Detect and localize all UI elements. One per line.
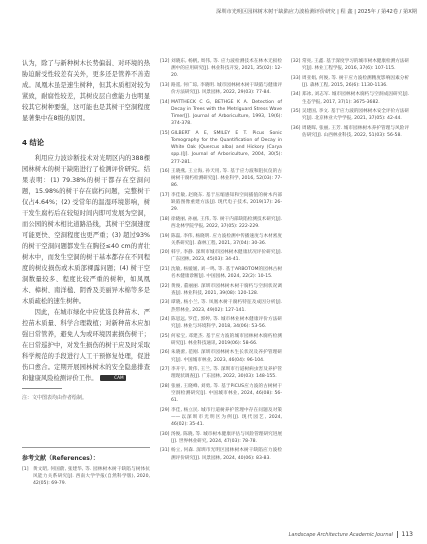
reference-item [160,99,282,128]
reference-item [160,168,282,190]
right-column [291,8,409,142]
reference-text: 韩宇, 李静. 深圳市城市园林树木健康状况评价研究[J]. 广东园林, 2023, 45(03): 34-41. [171,250,282,263]
reference-item [160,283,282,297]
reference-item [291,125,409,139]
reference-item [291,58,409,72]
reference-number: [27] [160,367,170,373]
reference-number: [21] [160,266,170,272]
reference-number: [31] [160,448,170,454]
reference-item [160,192,282,214]
references-block [22,447,150,490]
reference-number: [13] [160,82,170,88]
reference-text: 吴建国, 李文. 基于应力波的园林树木安全评价方法研究[J]. 北京林业大学学报, 2021, 37(05): 42-44. [302,109,409,122]
reference-text: 周晓晖, 张丽, 王芳. 城市园林树木养护管理与风险评估研究[J]. 山西林业科技, 2022, 51(03): 56-58. [302,125,409,139]
reference-text: 谭晓, 杨小兰, 等. 凤凰木树干腐朽特征及成因分析[J]. 热带林业, 2023, 49(02): 127-141. [171,300,282,313]
reference-number: [22] [160,283,170,289]
reference-item [160,333,282,347]
reference-item [160,130,282,166]
reference-text: 刘晓东, 杨帆, 周伟, 等. 应力波检测技术在林木无损检测中的应用研究[J]. 林业科技开发, 2021, 35(02): 12-20. [171,59,282,79]
reference-text: 李佳, 杨立民. 城市行道树养护管理中存在问题及对策——以深圳市光明区为例[J]. 现代园艺, 2024, 46(02): 35-41. [171,407,282,428]
reference-number: [36] [291,125,301,131]
reference-number: [20] [160,250,170,256]
footnote: 注：文中图表均由作者绘制。 [22,395,88,401]
body-paragraph: 利用应力波诊断技术对光明区内的388棵园林树木的树干缺陷进行了检测评价研究。结果表明：(1) 79.38%的树干都存在空洞问题，15.98%的树干存在腐朽问题，完整树干仅占4.64%；(2) 受常年的温湿环境影响，树干发生腐朽后在较短时间内即可发展为空洞，而公园的树木相比道路沿线，其树干空洞速度可能更快、空洞程度也更严重；(3) 超过93%的树干空洞问题都发生在胸径≤40 cm的青壮树木中，而发生空洞的树干基本都存在不同程度的树皮损伤或木质部裸露问题；(4) 树干空洞数量较多、程度比较严重的树种，如凤凰木、樟树、南洋楹、阴香及美丽异木棉等多是木质疏松的速生树种。 [22,155,150,305]
reference-number: [33] [291,75,301,81]
reference-number: [25] [160,333,170,339]
reference-number: [28] [160,383,170,389]
reference-item [160,383,282,405]
reference-number: [35] [291,109,301,115]
reference-number: [32] [291,59,301,64]
body-paragraph-text: 因此，在城市绿化中应优选良种苗木、严控苗木质量、科学合理栽植；对新种苗木应加强日常管养，避免人为或环境因素损伤树干；在日常巡护中，对发生损伤的树干应及时采取科学规范的手段进行人工干预修复处理，促进伤口愈合。定期开展园林树木的安全隐患排查和健康风险检测评价工作。 [22,309,150,382]
reference-number: [16] [160,169,170,175]
page-footer [289,531,413,538]
reference-item [160,299,282,313]
footnote-rule [22,388,62,389]
reference-item [160,407,282,429]
reference-text: 黄俊, 董丽丽. 深圳市园林树木树干腐朽与空洞状况调查[J]. 林业科技, 2021, 39(08): 120-128. [171,283,282,296]
running-header: 深圳市光明区园林树木树干缺陷应力波检测评价研究 | 程 鑫 | 2025年 / 第42卷 / 第X期 [216,9,417,15]
reference-number: [14] [160,99,170,105]
reference-text: 何家宝, 邓建杰. 基于应力波的城市园林树木腐朽检测研究[J]. 林业科技通讯, 2019(06): 58-66. [171,333,282,346]
references-rule [22,447,150,448]
middle-column [160,8,282,464]
reference-text: 陈思远, 罗佳, 郭婷, 等. 城市林业树木健康评价方法研究[J]. 林业与环境科学, 2018, 34(06): 53-56. [171,317,282,330]
reference-number: [24] [160,317,170,323]
reference-number: [12] [160,59,170,64]
reference-item [160,266,282,280]
reference-text: 常亮, 王鑫. 基于深度学习的城市树木健康检测方法研究[J]. 林业工程学报, 2016, 37(6): 107-115. [302,59,409,72]
reference-item [160,233,282,247]
reference-text: 朱晓蕾, 范刚. 深圳市园林树木生长状况及养护管理研究[J]. 中国城市林业, 2023, 46(04): 96-104. [171,350,282,363]
reference-item [160,366,282,380]
reference-text: 杨立, 何森. 深圳市光明区园林树木树干缺陷应力波检测评价研究[J]. 风景园林, 2024, 40(06): 83-83. [171,448,282,461]
reference-number: [15] [160,130,170,136]
reference-text: GILBERT A E, SMILEY E T. Picus Sonic Tomography for the Quantification of Decay in White Oak (Quercus alba) and Hickory (Carya spp.)[J]. Journal of Arboriculture, 2004, 30(5): 277-281. [171,130,282,165]
reference-number: [1] [22,467,29,472]
reference-item [291,75,409,89]
section-title: 4 结论 [22,138,44,147]
cam-badge: CAM [100,375,126,381]
reference-item [291,91,409,105]
reference-text: 黄文昭, 何国蔚, 张建华, 等. 园林树木树干缺陷与树体抗风能力关系研究[J]. 西南大学学报(自然科学版), 2020, 42(05): 69-79. [33,467,150,487]
reference-number: [30] [160,431,170,437]
footer-divider [397,531,398,538]
reference-item [160,316,282,330]
reference-text: 周亚娟, 何俊, 等. 树干应力波检测精度影响因素分析[J]. 森林工程, 2015, 26(6): 1130-1136. [302,75,409,88]
reference-text: 王晓燕, 王立海, 孙天用, 等. 基于应力波和阻抗仪的古树树干腐朽检测研究[J]. 林业科学, 2016, 52(03): 77-86. [171,169,282,189]
page-number: 113 [401,531,413,538]
reference-number: [23] [160,300,170,306]
reference-item [160,447,282,461]
reference-item [160,349,282,363]
reference-text: 徐晓丽, 孙丽, 王伟, 等. 树干内部缺陷检测技术研究[J]. 西北林学院学报, 2022, 37(05): 222-229. [171,216,282,230]
reference-item [291,108,409,122]
reference-number: [29] [160,407,170,413]
reference-item [160,82,282,96]
reference-text: 李佳敏, 赵晓东. 基于压缩感知和空间插值的树木内部缺陷图像重建方法[J]. 现代电子技术, 2019(17): 26-29. [171,192,282,213]
references-list-right [291,58,409,139]
reference-number: [34] [291,92,301,98]
reference-text: 路遥, 何广琼, 李晓明. 城市园林树木树干缺陷与健康评价方法研究[J]. 风景园林, 2022, 29(03): 77-84. [171,82,282,96]
body-paragraph [22,307,150,384]
reference-item [160,216,282,230]
reference-item [160,431,282,445]
journal-name: Landscape Architecture Academic Journal [288,531,393,538]
reference-text: 张丽, 王晓峰, 刘勇, 等. 基于PiCUS应力波的古树树干空洞检测研究[J]. 中国城市林业, 2024, 46(08): 56-61. [171,383,282,404]
reference-text: 李开宇, 黄伟, 王兰, 等. 深圳市行道树病虫害及养护管理现状调查[J]. 广东园林, 2022, 30(03): 148-155. [171,367,282,380]
reference-item [160,58,282,80]
reference-number: [18] [160,216,170,222]
reference-number: [26] [160,350,170,356]
reference-text: MATTHECK C G, BETHGE K A. Detection of Decay in Trees with the Metriguard Stress Wave Timer[J]. Journal of Arboriculture, 1993, 19(6): 374-378. [171,99,282,127]
left-column [22,58,150,402]
reference-text: 汤俊, 陈晓, 等. 城市树木健康评估与风险管理研究进展[J]. 世界林业研究, 2024, 47(03): 78-78. [171,431,282,444]
reference-text: 沈敏, 杨媛媛, 刘一鸣, 等. 基于ARBOTOM的园林古树名木健康诊断[J]. 中国园林, 2024, 22(2): 10-15. [171,266,282,280]
reference-text: 陈磊, 李伟, 杨晓明. 应力波检测中传播速度与木材密度关系研究[J]. 森林工程, 2021, 37(04): 30-36. [171,233,282,246]
references-list-middle [160,58,282,462]
reference-number: [17] [160,192,170,198]
reference-item [160,249,282,263]
reference-item [22,466,150,488]
reference-text: 郑冰, 刘志军. 城市园林树木腐朽与空洞成因研究[J]. 生态学报, 2017, 37(1): 3675-3682. [302,92,409,105]
reference-number: [19] [160,233,170,239]
references-title: 参考文献（References）： [22,455,99,462]
body-paragraph: 认为，除了与新种树木长势偏弱、对环境的热胁迫耐受性较差有关外，更多还是管养不善造成。凤凰木虽是速生树种，但其木质相对较为紧致，耐腐性较差，其树皮层自愈能力也明显较其它树种要强，这可能也是其树干空洞程度显著集中在8级的原因。 [22,60,150,122]
